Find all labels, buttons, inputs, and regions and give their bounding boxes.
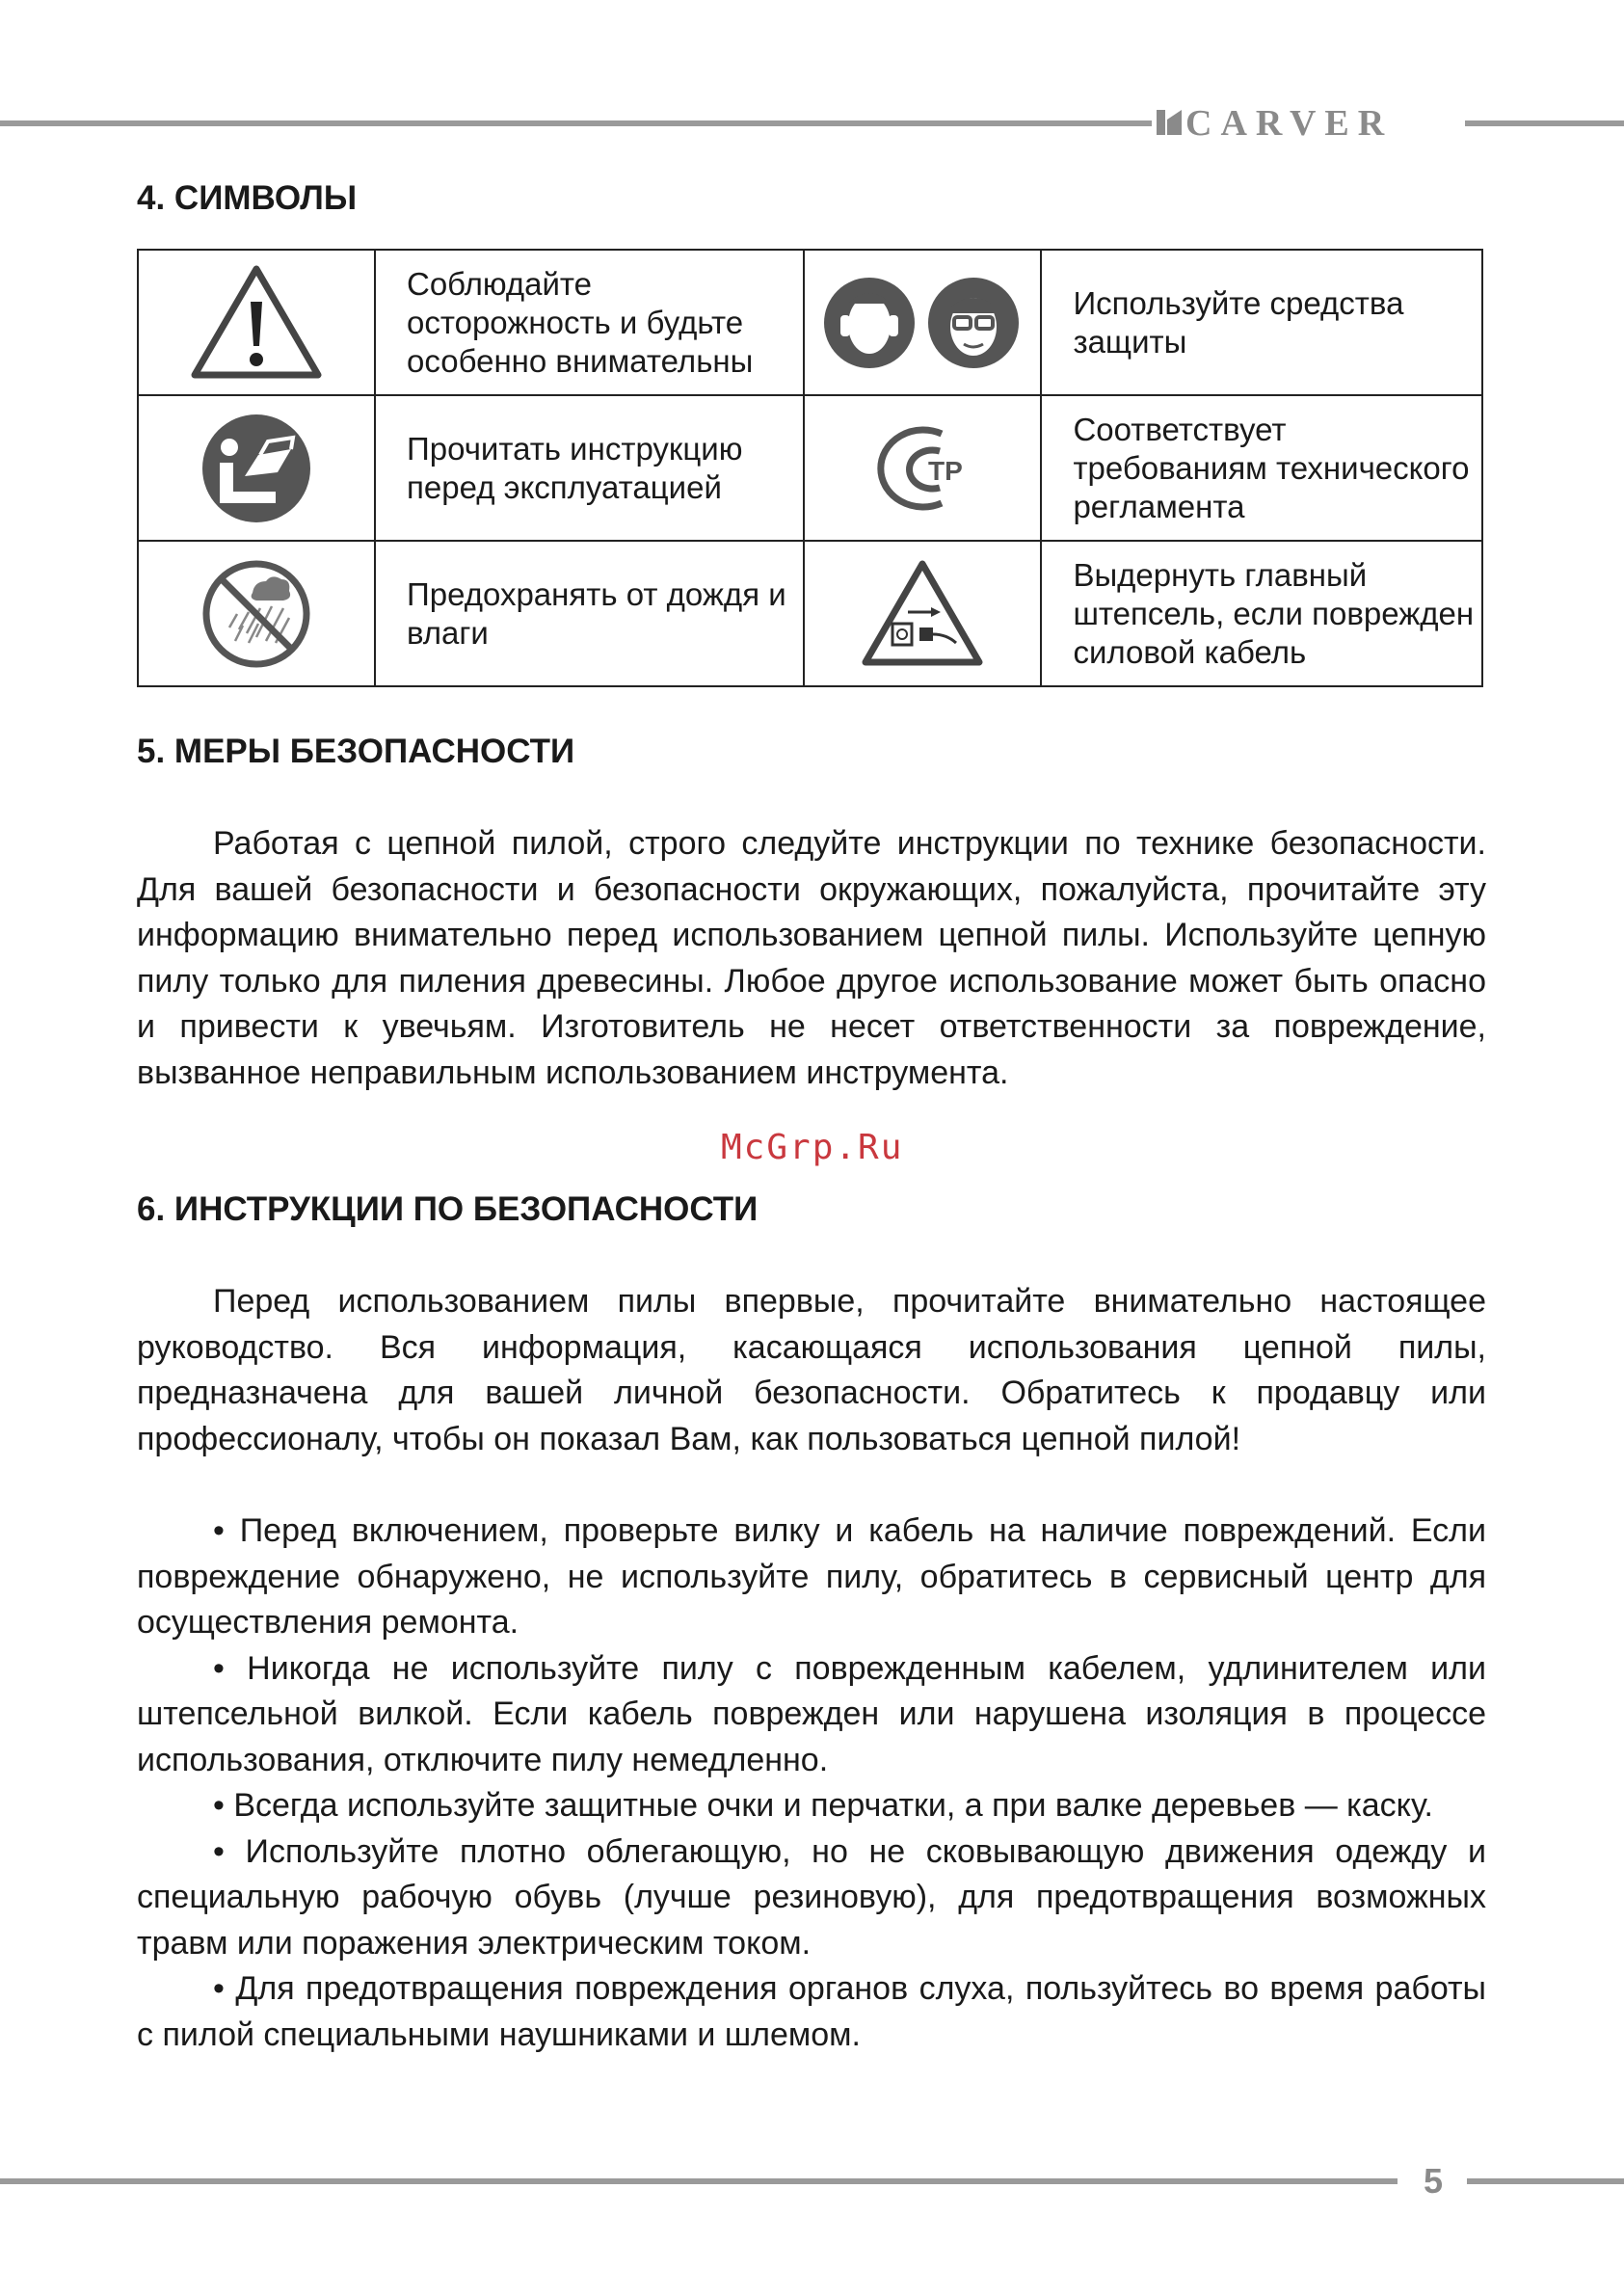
list-item: • Никогда не используйте пилу с поврежденным кабелем, удлинителем или штепсельной вилкой. Если кабель поврежден или нарушена изоляция в процессе использования, отключите пилу немедленно. [137, 1649, 1486, 1778]
paragraph: Работая с цепной пилой, строго следуйте инструкции по технике безопасности. Для вашей безопасности и безопасности окружающих, пожалуйста, прочитайте эту информацию внимательно перед использованием цепной пилы. Используйте цепную пилу только для пиления древесины. Любое другое использование может быть опасно и привести к увечьям. Изготовитель не несет ответственности за повреждение, вызванное неправильным использованием инструмента. [137, 825, 1486, 1091]
table-row [138, 395, 1482, 541]
symbol-cell [138, 395, 375, 541]
symbol-cell [804, 541, 1041, 686]
read-manual-icon [200, 413, 312, 524]
list-item: • Для предотвращения повреждения органов слуха, пользуйтесь во время работы с пилой специальными наушниками и шлемом. [137, 1970, 1486, 2053]
protective-equipment-icon [821, 275, 1024, 371]
symbol-description: Выдернуть главный штепсель, если поврежден силовой кабель [1041, 541, 1482, 686]
symbol-description: Предохранять от дождя и влаги [375, 541, 804, 686]
safety-measures-text [137, 821, 1486, 1096]
brand-logo [1157, 102, 1460, 145]
safety-instructions-intro [137, 1279, 1486, 1462]
safety-instructions-list [137, 1508, 1486, 2058]
eac-certification-icon [863, 420, 982, 517]
section-title-symbols: 4. СИМВОЛЫ [137, 179, 358, 217]
warning-triangle-icon [189, 263, 324, 383]
list-item: • Перед включением, проверьте вилку и кабель на наличие повреждений. Если повреждение обнаружено, не используйте пилу, обратитесь в сервисный центр для осуществления ремонта. [137, 1512, 1486, 1641]
table-row [138, 250, 1482, 395]
symbol-cell [804, 250, 1041, 395]
symbol-cell [138, 541, 375, 686]
paragraph: Перед использованием пилы впервые, прочитайте внимательно настоящее руководство. Вся информация, касающаяся использования цепной пилы, предназначена для вашей личной безопасности. Обратитесь к продавцу или профессионалу, чтобы он показал Вам, как пользоваться цепной пилой! [137, 1283, 1486, 1457]
unplug-warning-icon [860, 558, 985, 670]
footer-rule-right [1467, 2178, 1624, 2184]
symbol-cell [804, 395, 1041, 541]
page-number: 5 [1423, 2161, 1444, 2201]
footer-rule [0, 2178, 1398, 2184]
eac-mark-label: ТР [928, 455, 964, 486]
symbol-description: Соответствует требованиям технического регламента [1041, 395, 1482, 541]
symbols-table [137, 249, 1483, 687]
symbol-description: Используйте средства защиты [1041, 250, 1482, 395]
symbol-description: Прочитать инструкцию перед эксплуатацией [375, 395, 804, 541]
symbol-description: Соблюдайте осторожность и будьте особенно внимательны [375, 250, 804, 395]
header-rule [0, 120, 1152, 126]
table-row [138, 541, 1482, 686]
brand-name: CARVER [1185, 103, 1394, 144]
symbol-cell [138, 250, 375, 395]
list-item: • Всегда используйте защитные очки и перчатки, а при валке деревьев — каску. [213, 1787, 1433, 1824]
header-rule-right [1465, 120, 1624, 126]
watermark: McGrp.Ru [721, 1128, 904, 1167]
no-rain-icon [200, 558, 312, 670]
brand-mark-icon [1157, 110, 1182, 135]
list-item: • Используйте плотно облегающую, но не сковывающую движения одежду и специальную рабочую обувь (лучше резиновую), для предотвращения возможных травм или поражения электрическим током. [137, 1832, 1486, 1962]
section-title-safety-measures: 5. МЕРЫ БЕЗОПАСНОСТИ [137, 733, 575, 770]
section-title-safety-instructions: 6. ИНСТРУКЦИИ ПО БЕЗОПАСНОСТИ [137, 1190, 759, 1228]
